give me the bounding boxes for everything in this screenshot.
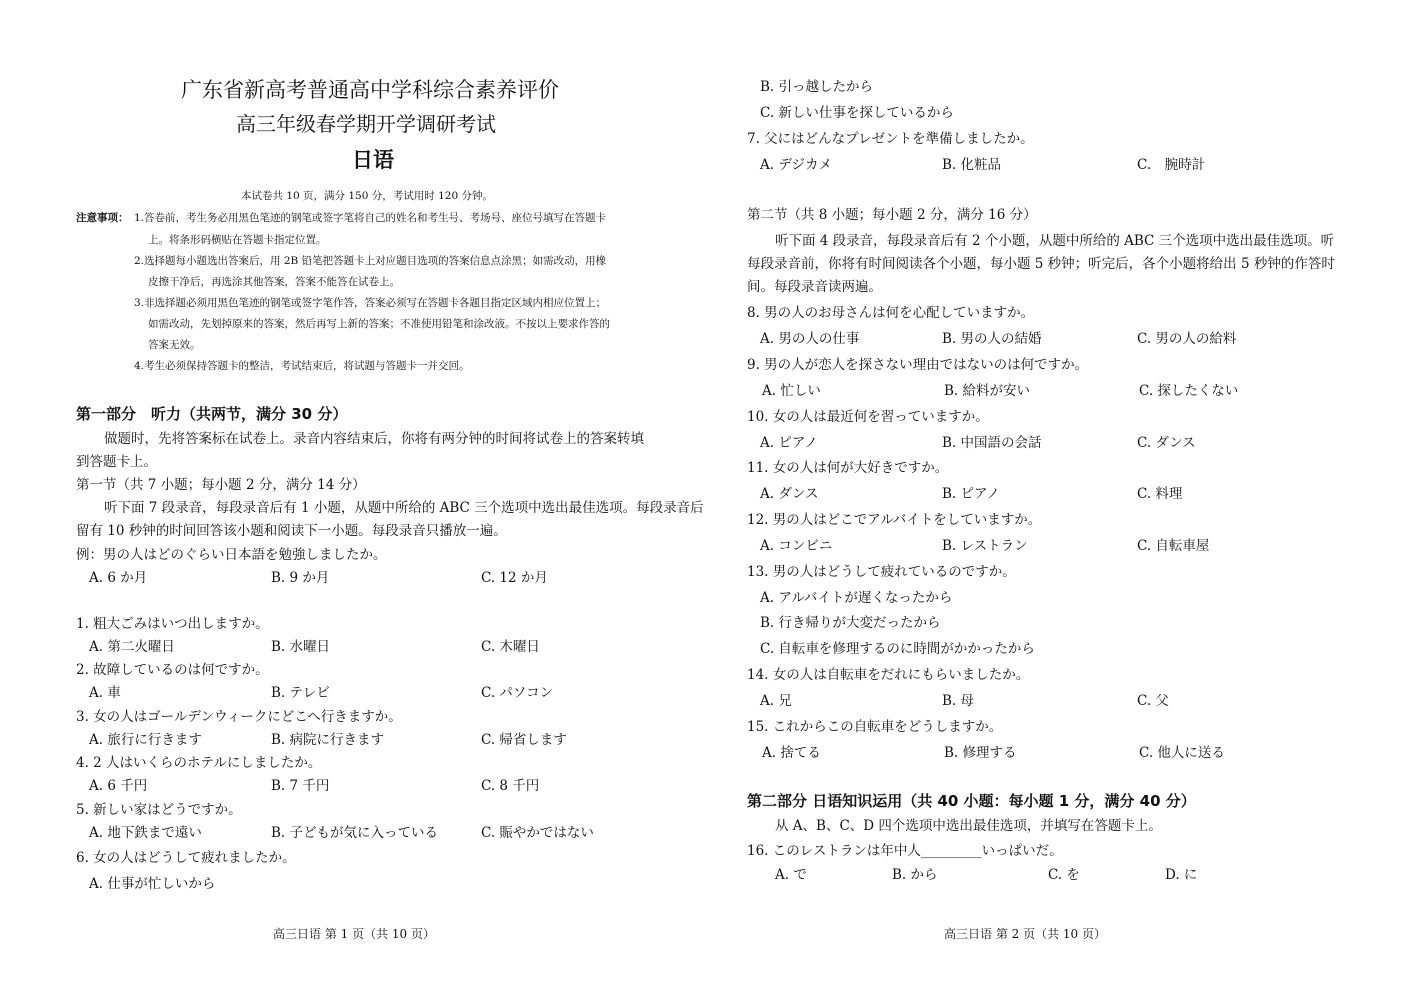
option-c: C. 帰省します	[481, 732, 567, 748]
option-b: B. 給料が安い	[944, 383, 1031, 399]
option-a: A. 旅行に行きます	[89, 732, 202, 748]
section2-heading: 第二节（共 8 小题；每小题 2 分，满分 16 分）	[747, 207, 1037, 223]
option-c: C. 新しい仕事を探しているから	[760, 105, 954, 121]
question-4: 4. 2 人はいくらのホテルにしましたか。	[76, 755, 322, 771]
option-c: C. 腕時計	[1137, 157, 1206, 173]
question-3: 3. 女の人はゴールデンウィークにどこへ行きますか。	[76, 709, 402, 725]
option-a: A. 車	[89, 685, 121, 701]
option-c: C. パソコン	[481, 685, 554, 701]
notice-line: 4.考生必须保持答题卡的整洁，考试结束后，将试题与答题卡一并交回。	[134, 360, 470, 372]
option-c: C. 自転車を修理するのに時間がかかったから	[760, 641, 1035, 657]
option-a: A. 仕事が忙しいから	[89, 876, 216, 892]
option-a: A. 捨てる	[762, 745, 821, 761]
option-c: C. 8 千円	[481, 778, 540, 794]
option-c: C. を	[1048, 867, 1080, 883]
option-a: A. 男の人の仕事	[760, 331, 860, 347]
part1-intro: 到答题卡上。	[76, 454, 157, 470]
notice-line: 如需改动，先划掉原来的答案，然后再写上新的答案；不准使用铅笔和涂改液。不按以上要求作答的	[148, 318, 610, 330]
question-16: 16. このレストランは年中人_________いっぱいだ。	[747, 843, 1063, 859]
part2-intro: 从 A、B、C、D 四个选项中选出最佳选项，并填写在答题卡上。	[775, 818, 1162, 834]
option-b: B. 病院に行きます	[271, 732, 385, 748]
option-c: C. 男の人の給料	[1137, 331, 1237, 347]
option-a: A. ダンス	[760, 486, 819, 502]
option-c: C. 探したくない	[1139, 383, 1239, 399]
option-b: B. 男の人の結婚	[942, 331, 1042, 347]
option-b: B. 修理する	[944, 745, 1017, 761]
part2-heading: 第二部分 日语知识运用（共 40 小题：每小题 1 分，满分 40 分）	[747, 792, 1196, 810]
option-b: B. ピアノ	[942, 486, 1000, 502]
option-b: B. レストラン	[942, 538, 1028, 554]
exam-page-2	[709, 0, 1418, 983]
section1-intro: 听下面 7 段录音，每段录音后有 1 小题，从题中所给的 ABC 三个选项中选出最佳选项。每段录音后	[104, 500, 704, 516]
option-c: C. 自転車屋	[1137, 538, 1210, 554]
subject-title: 日语	[352, 148, 394, 172]
section1-heading: 第一节（共 7 小题；每小题 2 分，满分 14 分）	[76, 477, 366, 493]
option-c: C. 賑やかではない	[481, 825, 594, 841]
question-14: 14. 女の人は自転車をだれにもらいましたか。	[747, 667, 1030, 683]
option-b: B. から	[892, 867, 938, 883]
example-question: 例：男の人はどのぐらい日本語を勉強しましたか。	[76, 547, 387, 563]
option-a: A. 6 千円	[89, 778, 148, 794]
exam-info: 本试卷共 10 页，满分 150 分，考试用时 120 分钟。	[241, 190, 493, 202]
question-10: 10. 女の人は最近何を習っていますか。	[747, 409, 989, 425]
option-a: A. 忙しい	[762, 383, 821, 399]
option-a: A. 地下鉄まで遠い	[89, 825, 202, 841]
option-c: C. 父	[1137, 693, 1169, 709]
question-11: 11. 女の人は何が大好きですか。	[747, 460, 949, 476]
notice-label: 注意事项：	[76, 212, 129, 224]
exam-title: 广东省新高考普通高中学科综合素养评价	[181, 78, 559, 102]
question-9: 9. 男の人が恋人を探さない理由ではないのは何ですか。	[747, 357, 1089, 373]
option-a: A. 6 か月	[89, 570, 148, 586]
option-c: C. 木曜日	[481, 639, 540, 655]
option-a: A. 兄	[760, 693, 792, 709]
question-1: 1. 粗大ごみはいつ出しますか。	[76, 616, 269, 632]
option-a: A. ピアノ	[760, 435, 818, 451]
option-c: C. 他人に送る	[1139, 745, 1225, 761]
question-12: 12. 男の人はどこでアルバイトをしていますか。	[747, 512, 1042, 528]
question-6: 6. 女の人はどうして疲れましたか。	[76, 850, 296, 866]
option-b: B. 子どもが気に入っている	[271, 825, 439, 841]
question-13: 13. 男の人はどうして疲れているのですか。	[747, 564, 1016, 580]
option-a: A. コンビニ	[760, 538, 833, 554]
question-8: 8. 男の人のお母さんは何を心配していますか。	[747, 305, 1035, 321]
option-b: B. 母	[942, 693, 975, 709]
option-a: A. で	[775, 867, 807, 883]
option-a: A. アルバイトが遅くなったから	[760, 590, 953, 606]
notice-line: 上。将条形码横贴在答题卡指定位置。	[148, 234, 327, 246]
page-footer: 高三日语 第 1 页（共 10 页）	[273, 927, 435, 941]
section2-intro: 每段录音前，你将有时间阅读各个小题，每小题 5 秒钟；听完后，各个小题将给出 5 秒钟的作答时	[747, 256, 1335, 272]
option-c: C. 12 か月	[481, 570, 548, 586]
notice-line: 1.答卷前，考生务必用黑色笔迹的钢笔或签字笔将自己的姓名和考生号、考场号、座位号填写在答题卡	[134, 212, 607, 224]
question-7: 7. 父にはどんなプレゼントを準備しましたか。	[747, 131, 1034, 147]
option-b: B. 化粧品	[942, 157, 1002, 173]
option-b: B. テレビ	[271, 685, 330, 701]
section2-intro: 听下面 4 段录音，每段录音后有 2 个小题，从题中所给的 ABC 三个选项中选出最佳选项。听	[775, 233, 1335, 249]
option-b: B. 7 千円	[271, 778, 330, 794]
notice-line: 2.选择题每小题选出答案后，用 2B 铅笔把答题卡上对应题目选项的答案信息点涂黑；如需改动，用橡	[134, 255, 607, 267]
part1-heading: 第一部分 听力（共两节，满分 30 分）	[76, 405, 348, 423]
part1-intro: 做题时，先将答案标在试卷上。录音内容结束后，你将有两分钟的时间将试卷上的答案转填	[104, 431, 644, 447]
question-15: 15. これからこの自転車をどうしますか。	[747, 719, 1003, 735]
question-5: 5. 新しい家はどうですか。	[76, 802, 242, 818]
option-c: C. 料理	[1137, 486, 1183, 502]
page-footer: 高三日语 第 2 页（共 10 页）	[944, 927, 1106, 941]
question-2: 2. 故障しているのは何ですか。	[76, 662, 269, 678]
option-b: B. 引っ越したから	[760, 79, 874, 95]
section2-intro: 间。每段录音读两遍。	[747, 279, 882, 295]
option-b: B. 9 か月	[271, 570, 330, 586]
option-a: A. 第二火曜日	[89, 639, 175, 655]
section1-intro: 留有 10 秒钟的时间回答该小题和阅读下一小题。每段录音只播放一遍。	[76, 523, 507, 539]
option-c: C. ダンス	[1137, 435, 1196, 451]
notice-line: 答案无效。	[148, 339, 201, 351]
notice-line: 3.非选择题必须用黑色笔迹的钢笔或签字笔作答，答案必须写在答题卡各题目指定区域内相应位置上；	[134, 297, 607, 309]
option-a: A. デジカメ	[760, 157, 833, 173]
notice-line: 皮擦干净后，再选涂其他答案，答案不能答在试卷上。	[148, 276, 400, 288]
exam-subtitle: 高三年级春学期开学调研考试	[236, 112, 496, 136]
option-b: B. 中国語の会話	[942, 435, 1042, 451]
option-b: B. 水曜日	[271, 639, 331, 655]
option-b: B. 行き帰りが大変だったから	[760, 615, 941, 631]
option-d: D. に	[1165, 867, 1198, 883]
